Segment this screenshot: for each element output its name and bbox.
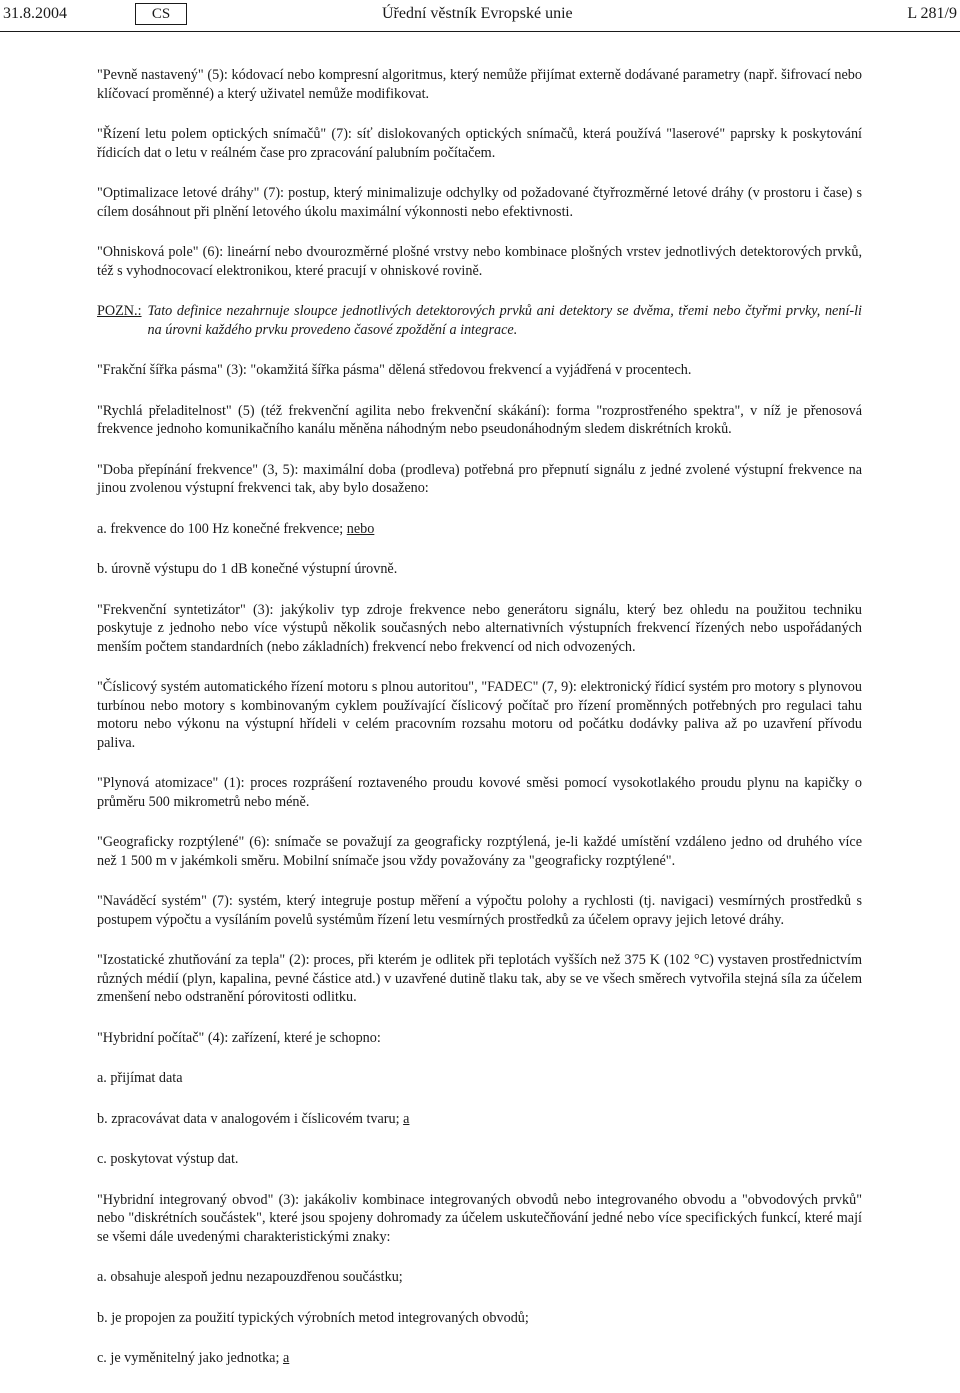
definition-paragraph: "Hybridní integrovaný obvod" (3): jakákoliv kombinace integrovaných obvodů nebo integrovaného obvodu a "obvodových prvků" nebo "diskrétních součástek", které jsou spojeny dohromady za účelem uskutečňování jedné nebo více specifických funkcí, které mají se všemi dále uvedenými charakteristickými znaky:: [97, 1191, 862, 1245]
definition-paragraph: "Plynová atomizace" (1): proces rozprášení roztaveného proudu kovové směsi pomocí vysokotlakého proudu plynu na kapičky o průměru 500 mikrometrů nebo méně.: [97, 775, 862, 810]
list-item-text: c. je vyměnitelný jako jednotka;: [97, 1350, 280, 1366]
list-item: a. obsahuje alespoň jednu nezapouzdřenou součástku;: [97, 1269, 403, 1285]
issue-date: 31.8.2004: [3, 5, 67, 22]
definition-paragraph: "Doba přepínání frekvence" (3, 5): maximální doba (prodleva) potřebná pro přepnutí signálu z jedné zvolené výstupní frekvence na jinou zvolenou výstupní frekvenci tak, aby bylo dosaženo:: [97, 461, 862, 496]
note-label: POZN.:: [97, 303, 142, 319]
note-text: Tato definice nezahrnuje sloupce jednotlivých detektorových prvků ani detektory se dvěma, třemi nebo čtyřmi prvky, není-li na úrovni každého prvku provedeno časové zpoždění a integrace.: [147, 303, 862, 338]
journal-title: Úřední věstník Evropské unie: [382, 5, 573, 22]
list-item: [97, 520, 862, 539]
page-number: L 281/9: [907, 5, 957, 22]
definition-paragraph: "Hybridní počítač" (4): zařízení, které je schopno:: [97, 1029, 381, 1046]
definition-paragraph: "Číslicový systém automatického řízení motoru s plnou autoritou", "FADEC" (7, 9): elektronický řídicí systém pro motory s plynovou turbínou nebo motory s kombinovaným cyklem používající číslicový počítač pro řízení proměnných potřebných pro regulaci tahu motoru nebo výkonu na výstupní hřídeli v celém pracovním rozsahu motoru od počátku dodávky paliva až po uzavření přívodu paliva.: [97, 679, 862, 751]
list-item: b. úrovně výstupu do 1 dB konečné výstupní úrovně.: [97, 561, 398, 577]
list-item-text: a. frekvence do 100 Hz konečné frekvence;: [97, 520, 344, 537]
definition-paragraph: "Naváděcí systém" (7): systém, který integruje postup měření a výpočtu polohy a rychlosti (tj. navigaci) vesmírných prostředků s postupem výpočtu a vysíláním povelů systémům řízení letu vesmírných prostředků za účelem opravy jejich letové dráhy.: [97, 893, 862, 928]
list-item: c. poskytovat výstup dat.: [97, 1151, 239, 1167]
page-header: [0, 3, 960, 27]
definition-paragraph: "Ohnisková pole" (6): lineární nebo dvourozměrné plošné vrstvy nebo kombinace plošných vrstev jednotlivých detektorových prvků, též s vyhodnocovací elektronikou, které pracují v ohniskové rovině.: [97, 244, 862, 279]
header-rule: [0, 31, 960, 32]
list-conjunction: a: [282, 1350, 290, 1366]
language-code-box: CS: [135, 3, 187, 25]
definition-paragraph: "Izostatické zhutňování za tepla" (2): proces, při kterém je odlitek při teplotách vyšších než 375 K (102 °C) vystaven prostřednictvím různých médií (plyn, kapalina, pevné částice atd.) v uzavřené dutině tlaku tak, aby se ve všech směrech vytvořila stejná síla za účelem zmenšení nebo odstranění pórovitosti odlitku.: [97, 952, 862, 1005]
list-item: a. přijímat data: [97, 1070, 183, 1086]
list-item: [97, 1110, 862, 1129]
list-item: [97, 1349, 862, 1368]
definition-paragraph: "Frekvenční syntetizátor" (3): jakýkoliv typ zdroje frekvence nebo generátoru signálu, který bez ohledu na použitou techniku poskytuje z jednoho nebo více výstupů několik současných nebo alternativních výstupních frekvencí řízených nebo uspořádaných menším počtem standardních (nebo základních) frekvencí nebo frekvencí od nich odvozených.: [97, 601, 862, 655]
definition-paragraph: "Rychlá přeladitelnost" (5) (též frekvenční agilita nebo frekvenční skákání): forma "rozprostřeného spektra", v níž je přenosová frekvence jednoho komunikačního kanálu měněna náhodným nebo pseudonáhodným sledem diskrétních kroků.: [97, 402, 862, 437]
definition-paragraph: "Řízení letu polem optických snímačů" (7): síť dislokovaných optických snímačů, která používá "laserové" paprsky k poskytování řídicích dat o letu v reálném čase pro zpracování palubním počítačem.: [97, 126, 862, 161]
list-conjunction: nebo: [346, 520, 375, 537]
list-conjunction: a: [403, 1110, 410, 1127]
definition-paragraph: "Frakční šířka pásma" (3): "okamžitá šířka pásma" dělená středovou frekvencí a vyjádřená v procentech.: [97, 362, 692, 378]
definition-paragraph: "Geograficky rozptýlené" (6): snímače se považují za geograficky rozptýlená, je-li každé umístění vzdáleno jedno od druhého více než 1 500 m v jakémkoli směru. Mobilní snímače jsou vždy považovány za "geograficky rozptýlené".: [97, 834, 862, 869]
definition-paragraph: "Optimalizace letové dráhy" (7): postup, který minimalizuje odchylky od požadované čtyřrozměrné letové dráhy (v prostoru i čase) s cílem dosáhnout při plnění letového úkolu maximální výkonnosti nebo efektivnosti.: [97, 185, 862, 220]
note-block: [97, 302, 862, 339]
definition-paragraph: "Pevně nastavený" (5): kódovací nebo kompresní algoritmus, který nemůže přijímat externě dodávané parametry (např. šifrovací nebo klíčovací proměnné) a který uživatel nemůže modifikovat.: [97, 67, 862, 102]
document-body: [97, 66, 862, 1368]
list-item: b. je propojen za použití typických výrobních metod integrovaných obvodů;: [97, 1309, 529, 1326]
list-item-text: b. zpracovávat data v analogovém i číslicovém tvaru;: [97, 1110, 400, 1127]
